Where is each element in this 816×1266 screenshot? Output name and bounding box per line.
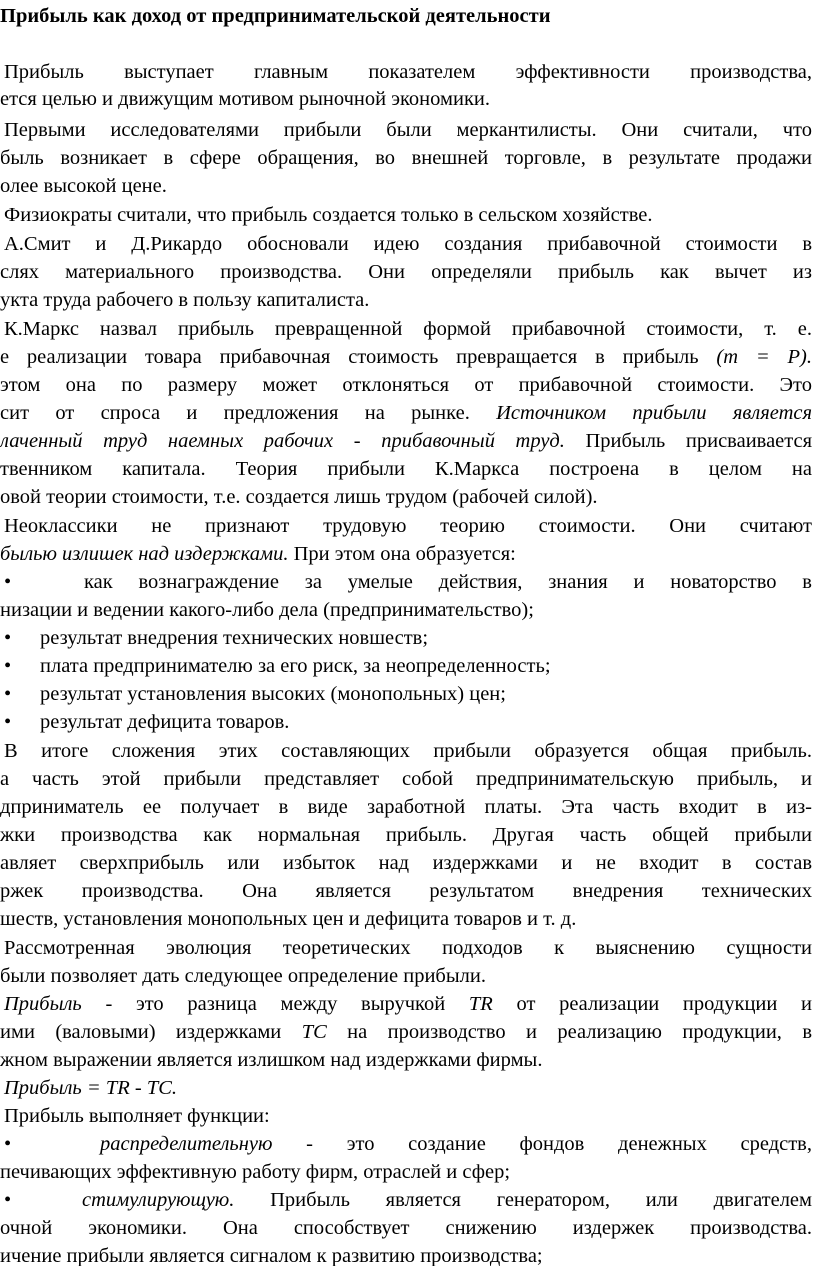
paragraph-line: В итоге сложения этих составляющих прибыли образуется общая прибыль. <box>4 740 812 762</box>
list-item: стимулирующую. Прибыль является генератором, или двигателем <box>82 1189 812 1211</box>
paragraph-line: твенником капитала. Теория прибыли К.Маркса построена в целом на <box>0 458 812 480</box>
definition-line: Прибыль - это разница между выручкой TR от реализации продукции и <box>4 993 812 1015</box>
paragraph-line: А.Смит и Д.Рикардо обосновали идею создания прибавочной стоимости в <box>4 233 812 255</box>
paragraph-line: Прибыль выступает главным показателем эффективности производства, <box>4 61 812 83</box>
list-item: распределительную - это создание фондов денежных средств, <box>100 1133 812 1155</box>
paragraph-line: Первыми исследователями прибыли были меркантилисты. Они считали, что <box>4 119 812 141</box>
paragraph-line: сит от спроса и предложения на рынке. Источником прибыли является <box>0 402 813 424</box>
paragraph-line: низации и ведении какого-либо дела (предпринимательство); <box>0 599 534 621</box>
paragraph-line: авляет сверхприбыль или избыток над издержками и не входит в состав <box>0 852 812 874</box>
paragraph-line: а часть этой прибыли представляет собой предпринимательскую прибыль, и <box>0 768 812 790</box>
paragraph-line: укта труда рабочего в пользу капиталиста. <box>0 289 370 311</box>
bullet-marker: • <box>4 571 12 593</box>
paragraph-line: лаченный труд наемных рабочих - прибавочный труд. Прибыль присваивается <box>0 430 813 452</box>
list-item: результат установления высоких (монопольных) цен; <box>40 683 506 705</box>
paragraph-line: ичение прибыли является сигналом к развитию производства; <box>0 1245 543 1266</box>
paragraph-line: печивающих эффективную работу фирм, отраслей и сфер; <box>0 1161 511 1183</box>
document-title: Прибыль как доход от предпринимательской деятельности <box>0 5 551 27</box>
bullet-marker: • <box>4 683 12 705</box>
bullet-marker: • <box>4 711 12 733</box>
paragraph-line: слях материального производства. Они определяли прибыль как вычет из <box>0 261 812 283</box>
paragraph-line: жки производства как нормальная прибыль. Другая часть общей прибыли <box>0 824 812 846</box>
formula-line: Прибыль = TR - ТС. <box>4 1077 178 1099</box>
paragraph-line: ржек производства. Она является результатом внедрения технических <box>0 880 812 902</box>
paragraph-line: этом она по размеру может отклоняться от прибавочной стоимости. Это <box>0 374 812 396</box>
paragraph-line: ется целью и движущим мотивом рыночной экономики. <box>0 88 491 110</box>
paragraph-line: Физиократы считали, что прибыль создается только в сельском хозяйстве. <box>4 204 653 226</box>
bullet-marker: • <box>4 1133 12 1155</box>
paragraph-line: дприниматель ее получает в виде заработной платы. Эта часть входит в из- <box>0 796 812 818</box>
list-item: результат дефицита товаров. <box>40 711 290 733</box>
paragraph-line: былью излишек над издержками. При этом она образуется: <box>0 543 516 565</box>
paragraph-line: Прибыль выполняет функции: <box>4 1105 270 1127</box>
paragraph-line: Рассмотренная эволюция теоретических подходов к выяснению сущности <box>4 937 812 959</box>
bullet-marker: • <box>4 627 12 649</box>
list-item: как вознаграждение за умелые действия, знания и новаторство в <box>84 571 812 593</box>
paragraph-line: К.Маркс назвал прибыль превращенной формой прибавочной стоимости, т. е. <box>4 318 812 340</box>
list-item: результат внедрения технических новшеств; <box>40 627 429 649</box>
paragraph-line: е реализации товара прибавочная стоимость превращается в прибыль (m = P). <box>0 346 812 368</box>
paragraph-line: овой теории стоимости, т.е. создается лишь трудом (рабочей силой). <box>0 486 598 508</box>
paragraph-line: были позволяет дать следующее определение прибыли. <box>0 965 486 987</box>
paragraph-line: быль возникает в сфере обращения, во внешней торговле, в результате продажи <box>0 147 812 169</box>
paragraph-line: очной экономики. Она способствует снижению издержек производства. <box>0 1217 812 1239</box>
paragraph-line: жном выражении является излишком над издержками фирмы. <box>0 1049 543 1071</box>
paragraph-line: олее высокой цене. <box>0 175 167 197</box>
paragraph-line: Неоклассики не признают трудовую теорию стоимости. Они считают <box>4 515 812 537</box>
bullet-marker: • <box>4 1189 12 1211</box>
bullet-marker: • <box>4 655 12 677</box>
list-item: плата предпринимателю за его риск, за неопределенность; <box>40 655 551 677</box>
paragraph-line: ими (валовыми) издержками ТС на производство и реализацию продукции, в <box>0 1021 813 1043</box>
paragraph-line: шеств, установления монопольных цен и дефицита товаров и т. д. <box>0 908 577 930</box>
